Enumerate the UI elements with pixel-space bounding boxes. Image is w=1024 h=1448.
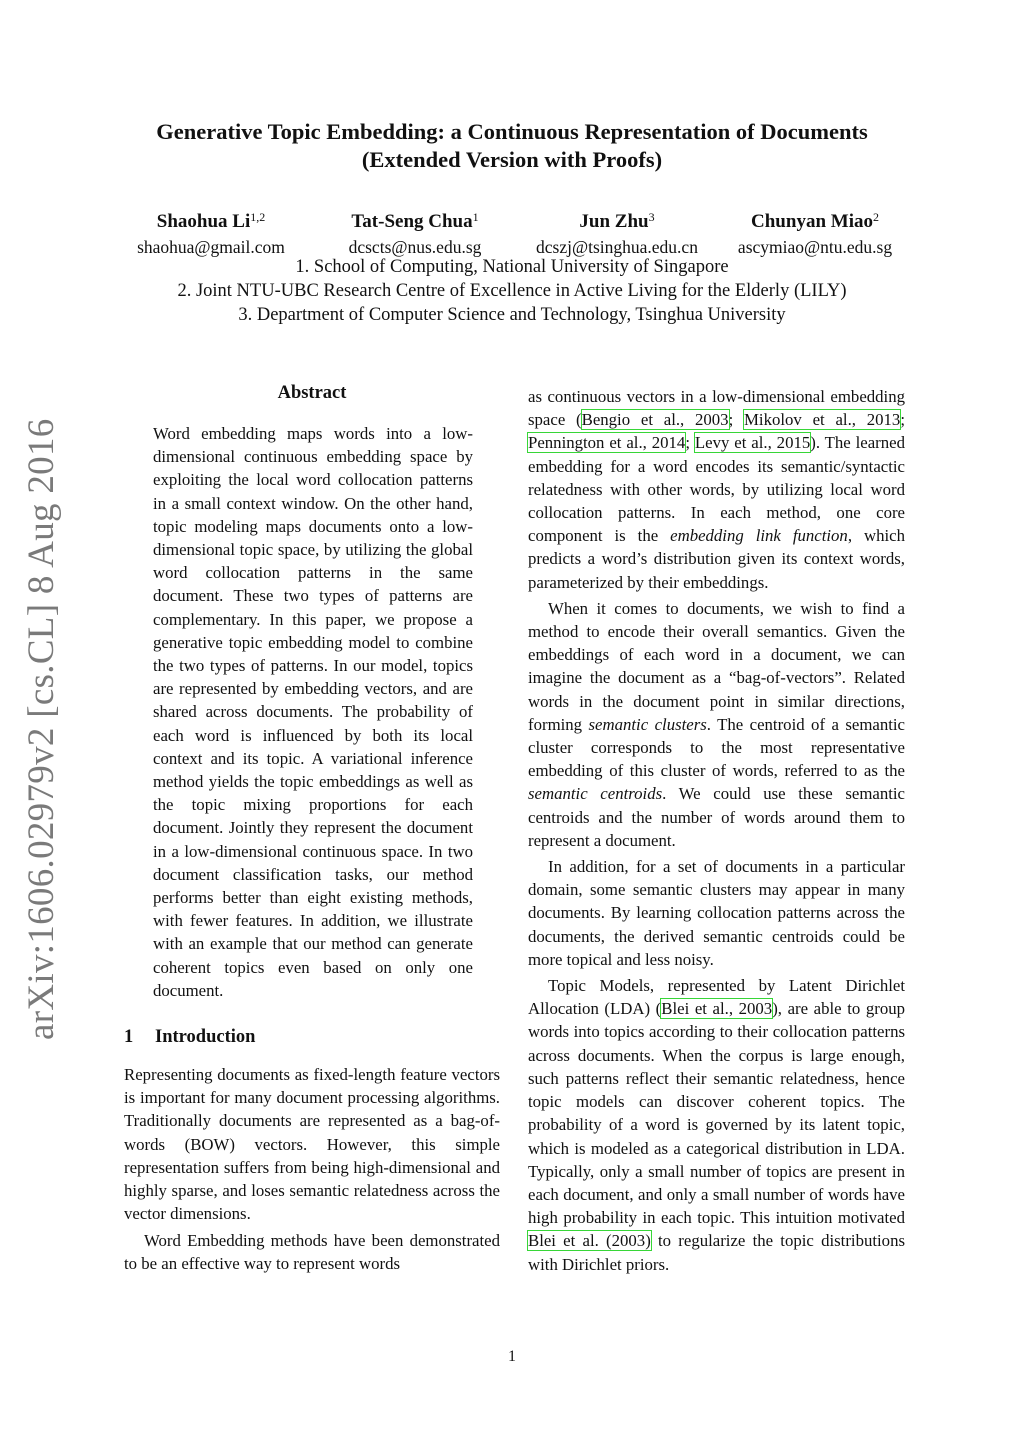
author-name: Jun Zhu$^3$ bbox=[579, 210, 655, 232]
paper-title bbox=[100, 118, 924, 174]
author-affil-sup: 1 bbox=[472, 210, 479, 224]
author-name: Tat-Seng Chua$^1$ bbox=[351, 210, 479, 232]
right-paragraph-3: In addition, for a set of documents in a particular domain, some semantic clusters may appear in many documents. By learning collocation patterns across the documents, the derived semantic centroids could be more topical and less noisy. bbox=[528, 857, 905, 969]
right-column bbox=[528, 385, 905, 1276]
emphasis: embedding link function bbox=[670, 526, 848, 546]
author-email: ascymiao@ntu.edu.sg bbox=[737, 237, 893, 257]
arxiv-stamp: arXiv:1606.02979v2 [cs.CL] 8 Aug 2016 bbox=[21, 418, 62, 1040]
affiliations bbox=[100, 255, 924, 327]
section-heading bbox=[124, 1025, 500, 1049]
abstract-heading: Abstract bbox=[277, 383, 347, 403]
author-block bbox=[101, 204, 321, 259]
section-title: Introduction bbox=[155, 1027, 256, 1048]
citation-link[interactable]: Levy et al., 2015 bbox=[694, 433, 811, 453]
emphasis: semantic clusters bbox=[588, 714, 707, 734]
right-paragraph-4: Topic Models, represented by Latent Dirichlet Allocation (LDA) (Blei et al., 2003), are able to group words into topics according to their collocation patterns across documents. When the corpus is large enough, such patterns reflect their semantic relatedness, hence topic models can discover coherent topics. The probability of a word is governed by its latent topic, which is modeled as a categorical distribution in LDA. Typically, only a small number of topics are present in each document, and only a small number of words have high probability in each topic. This intuition motivated Blei et al. (2003) to regularize the topic distributions with Dirichlet priors. bbox=[528, 976, 905, 1274]
author-affil-sup: 3 bbox=[648, 210, 655, 224]
title-line-2: (Extended Version with Proofs) bbox=[361, 147, 663, 172]
citation-link[interactable]: Pennington et al., 2014 bbox=[528, 433, 686, 453]
author-affil-sup: 2 bbox=[872, 210, 879, 224]
author-block bbox=[507, 204, 727, 259]
author-email: shaohua@gmail.com bbox=[137, 237, 285, 257]
author-name: Shaohua Li$^{1,2}$ bbox=[156, 210, 266, 232]
affiliation-1: 1. School of Computing, National University of Singapore bbox=[295, 257, 729, 277]
page-number: 1 bbox=[508, 1348, 516, 1365]
right-paragraph-1: as continuous vectors in a low-dimensional embedding space (Bengio et al., 2003; Mikolov et al., 2013; Pennington et al., 2014; Levy et al., 2015). The learned embedding for a word encodes its semantic/syntactic relatedness with other words, by utilizing local word collocation patterns. In each method, one core component is the embedding link function, which predicts a word’s distribution given its context words, parameterized by their embeddings. bbox=[528, 387, 905, 592]
citation-link[interactable]: Mikolov et al., 2013 bbox=[744, 410, 901, 430]
intro-paragraph-1: Representing documents as fixed-length feature vectors is important for many document processing algorithms. Traditionally documents are represented as a bag-of-words (BOW) vectors. However, this simple representation suffers from being high-dimensional and highly sparse, and loses semantic relatedness across the vector dimensions. bbox=[124, 1065, 500, 1224]
author-name: Chunyan Miao$^2$ bbox=[751, 210, 879, 232]
abstract-text: Word embedding maps words into a low-dimensional continuous embedding space by exploiting the local word collocation patterns in a small context window. On the other hand, topic modeling maps documents onto a low-dimensional topic space, by utilizing the global word collocation patterns in the same document. These two types of patterns are complementary. In this paper, we propose a generative topic embedding model to combine the two types of patterns. In our model, topics are represented by embedding vectors, and are shared across documents. The probability of each word is influenced by both its local context and its topic. A variational inference method yields the topic embeddings as well as the topic mixing proportions for each document. Jointly they represent the document in a low-dimensional continuous space. In two document classification tasks, our method performs better than eight existing methods, with fewer features. In addition, we illustrate with an example that our method can generate coherent topics even based on only one document. bbox=[153, 424, 473, 1000]
citation-link[interactable]: Blei et al. (2003) bbox=[528, 1231, 651, 1251]
author-email: dcszj@tsinghua.edu.cn bbox=[536, 237, 698, 257]
author-affil-sup: 1,2 bbox=[250, 210, 266, 224]
citation-link[interactable]: Blei et al., 2003 bbox=[661, 999, 773, 1019]
author-email: dcscts@nus.edu.sg bbox=[348, 237, 482, 257]
affiliation-2: 2. Joint NTU-UBC Research Centre of Excellence in Active Living for the Elderly (LILY) bbox=[177, 281, 847, 301]
right-paragraph-2: When it comes to documents, we wish to find a method to encode their overall semantics. Given the embeddings of each word in a document, we can imagine the document as a “bag-of-vectors”. Related words in the document point in similar directions, forming semantic clusters. The centroid of a semantic cluster corresponds to the most representative embedding of this cluster of words, referred to as the semantic centroids. We could use these semantic centroids and the number of words around them to represent a document. bbox=[528, 598, 905, 850]
left-column bbox=[124, 381, 500, 1275]
author-block bbox=[705, 204, 925, 259]
intro-paragraph-2: Word Embedding methods have been demonstrated to be an effective way to represent words bbox=[124, 1230, 500, 1273]
citation-link[interactable]: Bengio et al., 2003 bbox=[581, 410, 729, 430]
emphasis: semantic centroids bbox=[528, 784, 663, 804]
title-line-1: Generative Topic Embedding: a Continuous Representation of Documents bbox=[156, 119, 868, 144]
section-number: 1 bbox=[124, 1027, 134, 1048]
affiliation-3: 3. Department of Computer Science and Technology, Tsinghua University bbox=[238, 305, 786, 325]
author-block bbox=[305, 204, 525, 259]
